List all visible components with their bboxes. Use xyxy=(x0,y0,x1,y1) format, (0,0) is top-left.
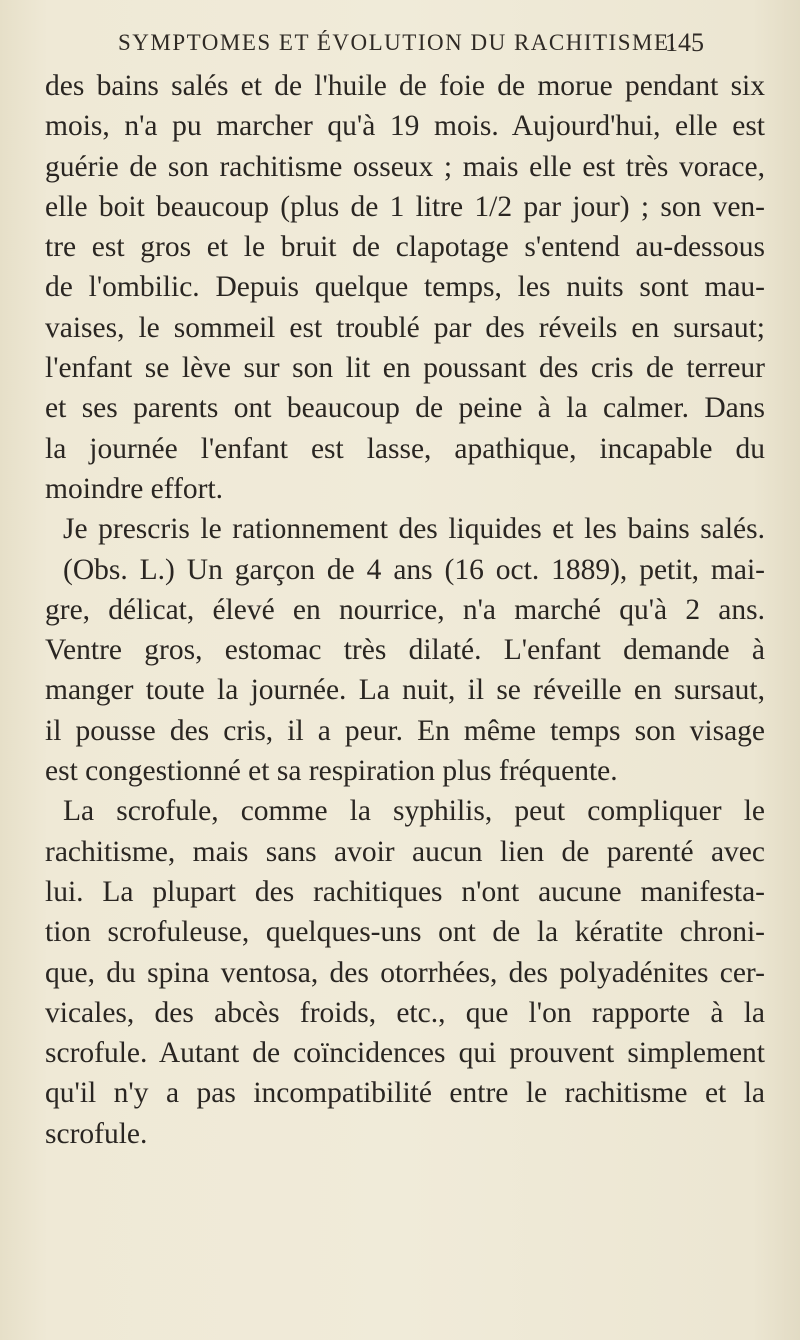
text-line: (Obs. L.) Un garçon de 4 ans (16 oct. 1889), petit, mai- xyxy=(63,553,765,586)
text-line: il pousse des cris, il a peur. En même temps son visage xyxy=(45,714,765,747)
text-line: mois, n'a pu marcher qu'à 19 mois. Aujourd'hui, elle est xyxy=(45,110,765,143)
page-number: 145 xyxy=(665,28,704,57)
text-line: tion scrofuleuse, quelques-uns ont de la kératite chroni- xyxy=(45,916,765,949)
text-line: manger toute la journée. La nuit, il se réveille en sursaut, xyxy=(45,674,765,707)
text-line: l'enfant se lève sur son lit en poussant des cris de terreur xyxy=(45,352,765,385)
page-header xyxy=(118,28,704,66)
text-line: est congestionné et sa respiration plus fréquente. xyxy=(45,755,618,788)
text-line: guérie de son rachitisme osseux ; mais elle est très vorace, xyxy=(45,150,765,183)
text-line: de l'ombilic. Depuis quelque temps, les nuits sont mau- xyxy=(45,271,765,304)
text-line: rachitisme, mais sans avoir aucun lien de parenté avec xyxy=(45,835,765,868)
text-line: vaises, le sommeil est troublé par des réveils en sursaut; xyxy=(45,311,765,344)
text-line: gre, délicat, élevé en nourrice, n'a marché qu'à 2 ans. xyxy=(45,593,765,626)
text-line: elle boit beaucoup (plus de 1 litre 1/2 par jour) ; son ven- xyxy=(45,190,765,223)
text-line: vicales, des abcès froids, etc., que l'on rapporte à la xyxy=(45,996,765,1029)
text-line: que, du spina ventosa, des otorrhées, des polyadénites cer- xyxy=(45,956,765,989)
text-line: scrofule. Autant de coïncidences qui prouvent simplement xyxy=(45,1037,765,1070)
text-line: tre est gros et le bruit de clapotage s'entend au-dessous xyxy=(45,231,765,264)
text-line: qu'il n'y a pas incompatibilité entre le rachitisme et la xyxy=(45,1077,765,1110)
text-line: Je prescris le rationnement des liquides et les bains salés. xyxy=(63,513,765,546)
running-head: SYMPTOMES ET ÉVOLUTION DU RACHITISME. xyxy=(118,30,677,55)
text-line: des bains salés et de l'huile de foie de morue pendant six xyxy=(45,70,765,102)
text-line: scrofule. xyxy=(45,1117,148,1150)
text-line: et ses parents ont beaucoup de peine à la calmer. Dans xyxy=(45,392,765,425)
text-line: Ventre gros, estomac très dilaté. L'enfant demande à xyxy=(45,634,765,667)
text-line: La scrofule, comme la syphilis, peut compliquer le xyxy=(63,795,765,828)
text-line: la journée l'enfant est lasse, apathique, incapable du xyxy=(45,432,765,465)
text-line: moindre effort. xyxy=(45,472,224,505)
body-text xyxy=(45,66,765,1154)
text-line: lui. La plupart des rachitiques n'ont aucune manifesta- xyxy=(45,875,765,908)
